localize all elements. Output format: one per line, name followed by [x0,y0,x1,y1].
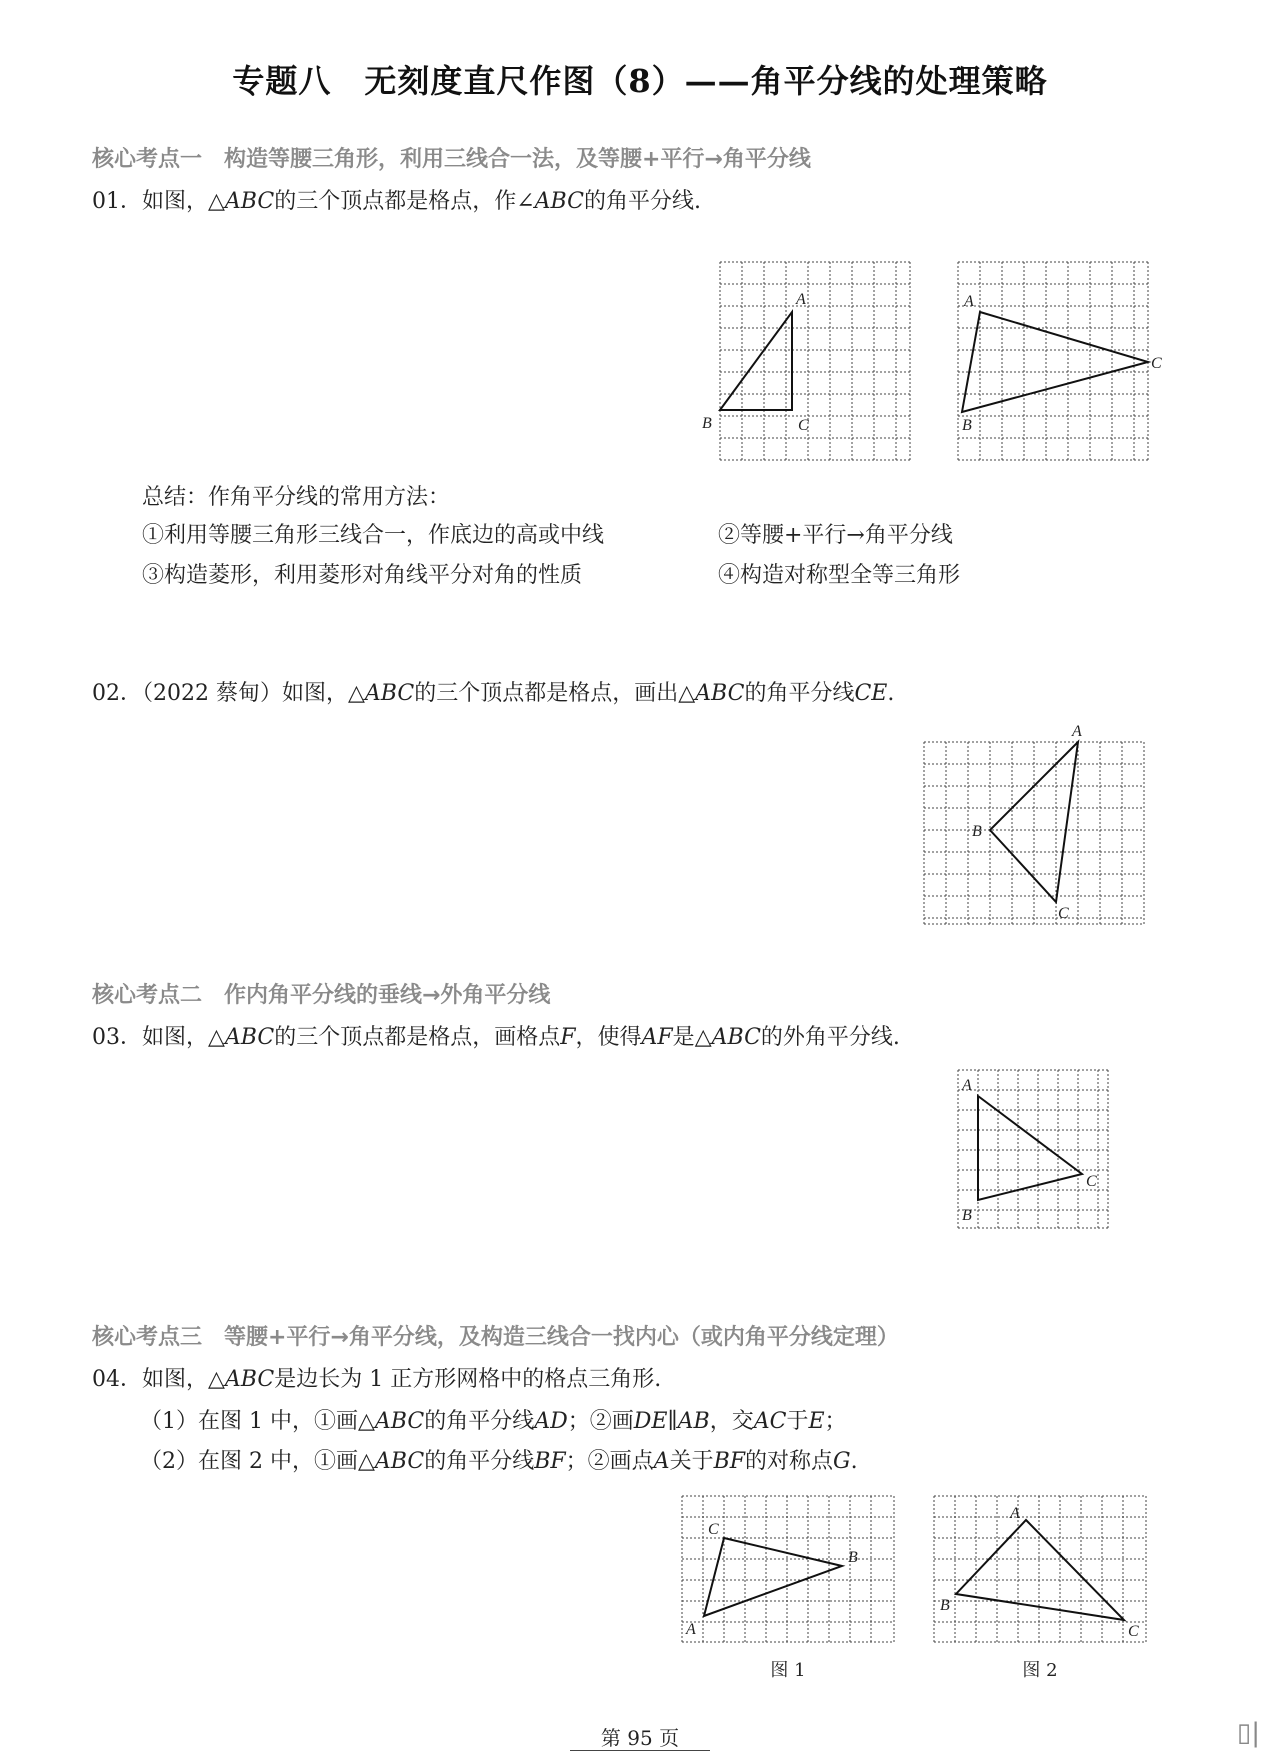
label-c: C [1058,905,1069,922]
label-c: C [708,1521,719,1538]
q4-grid-2 [934,1496,1146,1642]
label-b: B [962,417,972,434]
q4-figure-2 [934,1496,1146,1646]
page-title: 专题八 无刻度直尺作图（8）——角平分线的处理策略 [232,62,1048,100]
question-2: 02．（2022 蔡甸）如图，△ABC的三个顶点都是格点，画出△ABC的角平分线CE. [92,681,895,706]
section-head-2: 核心考点二 作内角平分线的垂线→外角平分线 [92,983,551,1008]
summary-title: 总结：作角平分线的常用方法： [142,485,451,510]
summary-method-3: ③构造菱形，利用菱形对角线平分对角的性质 [142,563,583,588]
label-a: A [964,293,974,310]
q3-figure [958,1070,1108,1232]
label-a: A [1072,723,1082,740]
footer-divider [570,1750,710,1751]
page-number: 第 95 页 [600,1726,680,1750]
figure-1-caption: 图 1 [770,1660,806,1681]
section-head-1: 核心考点一 构造等腰三角形，利用三线合一法，及等腰+平行→角平分线 [92,147,811,172]
triangle-abc [704,1538,842,1616]
label-c: C [1086,1173,1097,1190]
grid-lines [958,262,1148,460]
figure-2-caption: 图 2 [1022,1660,1058,1681]
triangle-abc [956,1520,1124,1620]
section-head-3: 核心考点三 等腰+平行→角平分线，及构造三线合一找内心（或内角平分线定理） [92,1325,899,1350]
question-1: 01．如图，△ABC的三个顶点都是格点，作∠ABC的角平分线. [92,189,701,214]
label-b: B [940,1597,950,1614]
summary-method-1: ①利用等腰三角形三线合一，作底边的高或中线 [142,523,605,548]
q4-figure-1 [682,1496,894,1646]
label-a: A [796,291,806,308]
grid-lines [682,1496,894,1642]
label-a: A [1010,1505,1020,1522]
label-c: C [1151,355,1162,372]
grid-lines [958,1070,1108,1228]
q2-grid [924,723,1144,924]
summary-method-4: ④构造对称型全等三角形 [718,563,961,588]
q1-grid-left [702,262,910,462]
watermark-logo: ▯| [1236,1718,1260,1748]
triangle-abc [962,312,1148,412]
q3-grid [958,1070,1108,1228]
summary-method-2: ②等腰+平行→角平分线 [718,523,953,548]
q2-figure [924,723,1144,928]
label-b: B [702,415,712,432]
label-c: C [798,417,809,434]
grid-lines [924,742,1144,924]
label-a: A [962,1077,972,1094]
grid-lines [934,1496,1146,1642]
question-4: 04．如图，△ABC是边长为 1 正方形网格中的格点三角形. [92,1367,662,1392]
triangle-abc [720,312,792,410]
label-a: A [686,1621,696,1638]
q1-figure-left [702,262,910,466]
label-c: C [1128,1623,1139,1640]
question-3: 03．如图，△ABC的三个顶点都是格点，画格点F，使得AF是△ABC的外角平分线. [92,1025,900,1050]
grid-lines [720,262,910,460]
q1-figure-right [958,262,1162,466]
label-b: B [848,1549,858,1566]
label-b: B [972,823,982,840]
question-4-part-2: （2）在图 2 中，①画△ABC的角平分线BF；②画点A关于BF的对称点G. [140,1449,858,1474]
q4-grid-1 [682,1496,894,1642]
question-4-part-1: （1）在图 1 中，①画△ABC的角平分线AD；②画DE∥AB，交AC于E； [140,1409,847,1434]
triangle-abc [978,1096,1082,1200]
q1-grid-right [958,262,1162,462]
label-b: B [962,1207,972,1224]
